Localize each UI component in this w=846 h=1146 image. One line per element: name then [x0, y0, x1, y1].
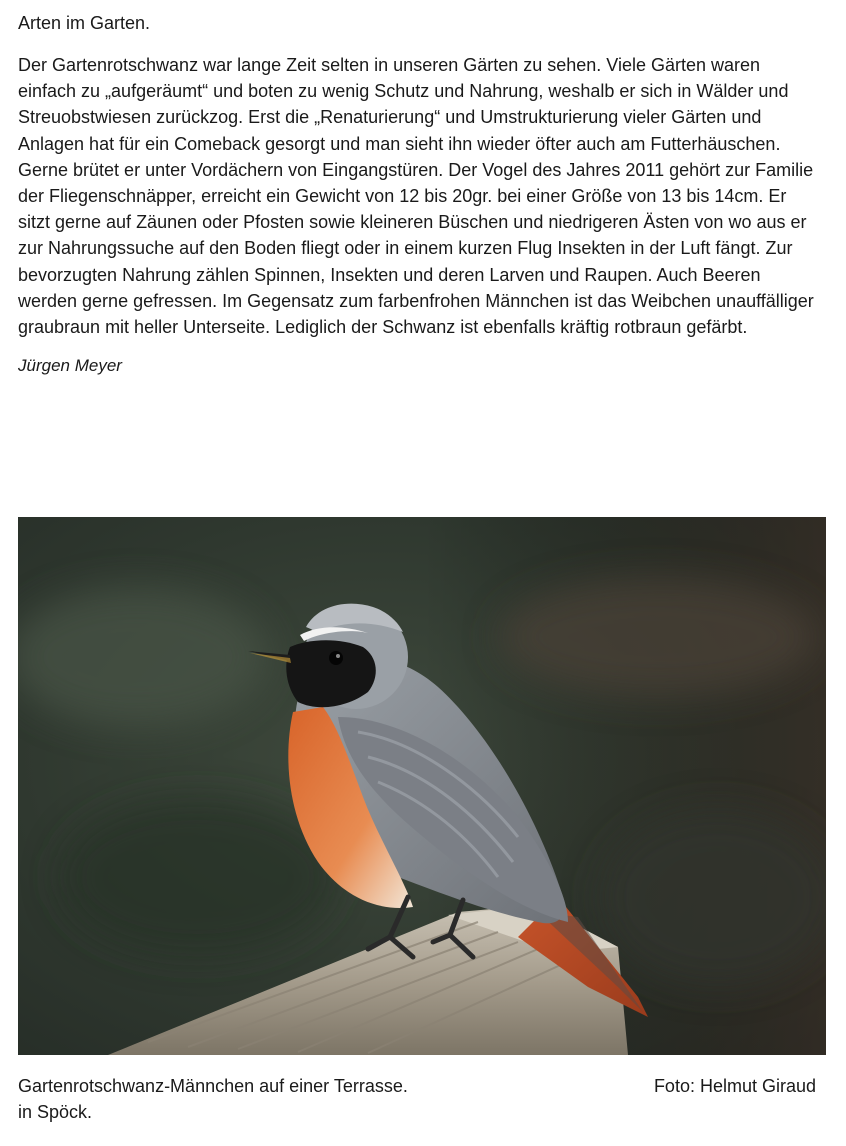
photo-credit: Foto: Helmut Giraud	[653, 1076, 816, 1096]
article-body: Der Gartenrotschwanz war lange Zeit selten in unseren Gärten zu sehen. Viele Gärten waren einfach zu „aufgeräumt“ und boten zu wenig Schutz und Nahrung, weshalb er sich in Wälder und Streuobstwiesen zurückzog. Erst die „Renaturierung“ und Umstrukturierung vieler Gärten und Anlagen hat für ein Comeback gesorgt und man sieht ihn wieder öfter auch am Futterhäuschen. Gerne brütet er unter Vordächern von Eingangstüren. Der Vogel des Jahres 2011 gehört zur Familie der Fliegenschnäpper, erreicht ein Gewicht von 12 bis 20gr. bei einer Größe von 13 bis 14cm. Er sitzt gerne auf Zäunen oder Pfosten sowie kleineren Büschen und niedrigeren Ästen von wo aus er zur Nahrungssuche auf den Boden fliegt oder in einem kurzen Flug Insekten in der Luft fängt. Zur bevorzugten Nahrung zählen Spinnen, Insekten und deren Larven und Raupen. Auch Beeren werden gerne gefressen. Im Gegensatz zum farbenfrohen Männchen ist das Weibchen unauffälliger graubraun mit heller Unterseite. Lediglich der Schwanz ist ebenfalls kräftig rotbraun gefärbt.	[18, 55, 814, 338]
photo-caption	[18, 1073, 538, 1125]
article-author: Jürgen Meyer	[18, 356, 122, 376]
bird-photo	[18, 517, 826, 1055]
article-intro: Arten im Garten.	[18, 13, 151, 33]
article	[18, 10, 830, 378]
photo-caption-line2: in Spöck.	[18, 1102, 93, 1122]
photo-caption-line1: Gartenrotschwanz-Männchen auf einer Terrasse.	[18, 1076, 408, 1096]
